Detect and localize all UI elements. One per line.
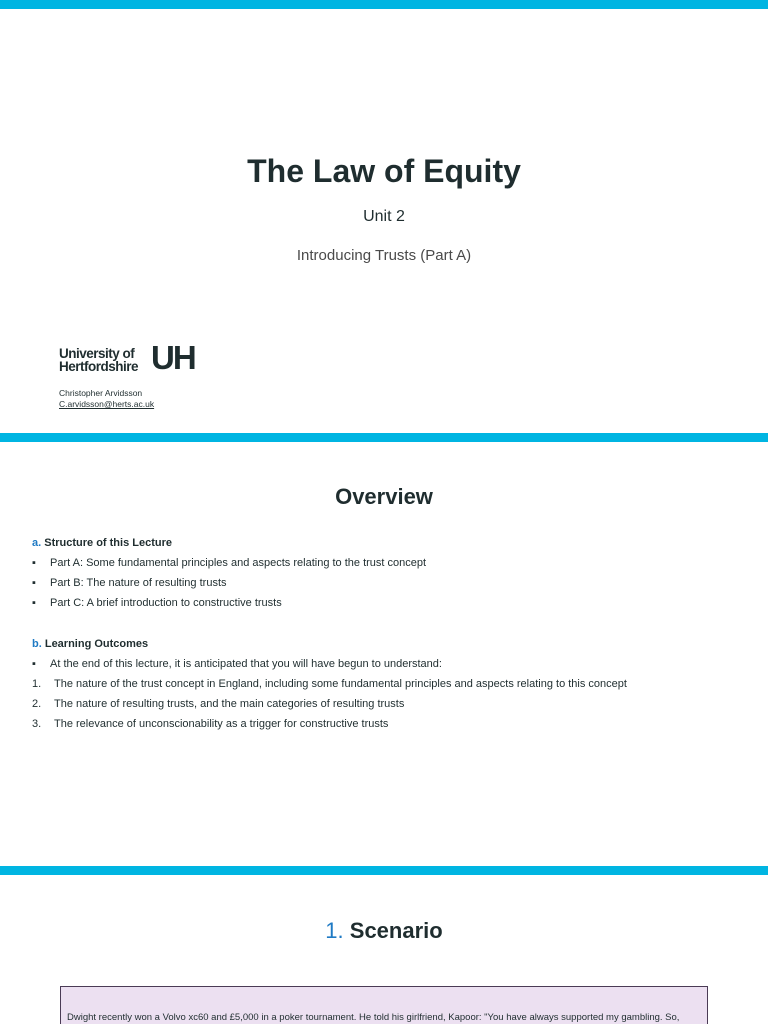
list-item: 1. The nature of the trust concept in England, including some fundamental principles and aspects relating to this concept	[32, 678, 627, 690]
slide-title: The Law of Equity	[247, 153, 521, 189]
scenario-slide	[0, 875, 768, 1024]
unit-label: Unit 2	[363, 208, 405, 225]
list-item: 2. The nature of resulting trusts, and the main categories of resulting trusts	[32, 698, 405, 710]
scenario-heading: 1. Scenario	[325, 918, 443, 943]
logo-wordmark: University of Hertfordshire	[59, 346, 139, 374]
section-b-title: b. Learning Outcomes	[32, 638, 149, 650]
logo-monogram: UH	[151, 339, 195, 376]
list-item: 3. The relevance of unconscionability as a trigger for constructive trusts	[32, 718, 389, 730]
divider-bar-1	[0, 433, 768, 442]
author-name: Christopher Arvidsson	[59, 388, 143, 398]
overview-slide	[0, 442, 768, 866]
author-email-link[interactable]: C.arvidsson@herts.ac.uk	[59, 399, 155, 409]
bullet-icon: ▪	[32, 557, 36, 569]
list-item: ▪ Part C: A brief introduction to constructive trusts	[32, 597, 282, 609]
list-item: ▪ At the end of this lecture, it is anticipated that you will have begun to understand:	[32, 658, 442, 670]
bullet-icon: ▪	[32, 658, 36, 670]
scenario-text-box: Dwight recently won a Volvo xc60 and £5,000 in a poker tournament. He told his girlfriend, Kapoor: "You have always supported my gambling. So,	[60, 986, 708, 1024]
top-accent-bar	[0, 0, 768, 9]
list-item: ▪ Part A: Some fundamental principles and aspects relating to the trust concept	[32, 557, 427, 569]
overview-heading: Overview	[335, 484, 433, 509]
list-item: ▪ Part B: The nature of resulting trusts	[32, 577, 227, 589]
bullet-icon: ▪	[32, 577, 36, 589]
slide-subtitle: Introducing Trusts (Part A)	[296, 247, 472, 264]
section-a-title: a. Structure of this Lecture	[32, 537, 172, 549]
divider-bar-2	[0, 866, 768, 875]
title-slide	[0, 9, 768, 433]
bullet-icon: ▪	[32, 597, 36, 609]
